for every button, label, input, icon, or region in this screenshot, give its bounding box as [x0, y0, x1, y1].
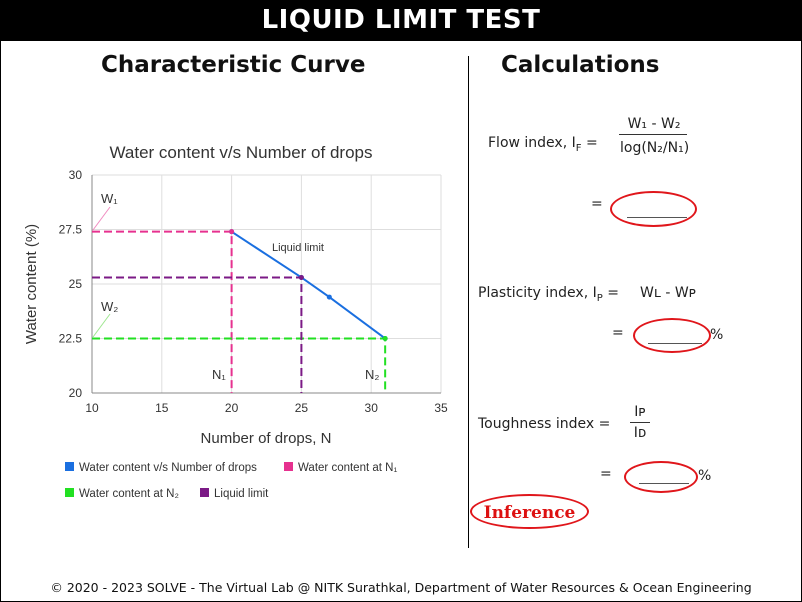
chart-title: Water content v/s Number of drops [109, 143, 373, 162]
characteristic-curve-heading: Characteristic Curve [101, 52, 366, 78]
legend-label: Liquid limit [214, 488, 269, 500]
series-line-3 [92, 277, 301, 393]
w2-label: W₂ [101, 299, 119, 314]
characteristic-curve-chart [0, 130, 466, 520]
toughness-index-fraction-bar [630, 422, 650, 423]
legend-swatch [200, 488, 209, 497]
app-title: LIQUID LIMIT TEST [0, 0, 802, 41]
x-tick-label: 10 [85, 401, 99, 415]
y-axis-title: Water content (%) [23, 223, 40, 345]
x-tick-label: 15 [155, 401, 169, 415]
toughness-index-answer-input[interactable] [624, 461, 698, 493]
chart-legend [65, 462, 397, 500]
y-tick-label: 27.5 [58, 222, 82, 237]
toughness-index-unit: % [698, 468, 712, 484]
y-tick-label: 30 [68, 168, 82, 182]
legend-swatch [284, 462, 293, 471]
panel-divider [468, 56, 469, 548]
toughness-index-numerator: Iᴘ [634, 404, 646, 420]
y-tick-label: 25 [68, 277, 82, 291]
y-tick-label: 22.5 [58, 331, 82, 346]
x-tick-label: 20 [224, 401, 239, 415]
liquid-limit-point [299, 275, 304, 280]
flow-index-numerator: W₁ - W₂ [627, 116, 681, 132]
n2-point [383, 336, 388, 341]
w1-label: W₁ [101, 191, 118, 206]
n1-label: N₁ [212, 367, 226, 382]
n1-point [229, 229, 234, 234]
footer-copyright: © 2020 - 2023 SOLVE - The Virtual Lab @ NITK Surathkal, Department of Water Resources & Ocean Engineering [50, 580, 752, 595]
toughness-index-denominator: Iᴅ [633, 425, 647, 441]
data-point [327, 295, 332, 300]
series-line-2 [92, 339, 385, 394]
w1-leader-line [93, 207, 110, 230]
w2-leader-line [93, 314, 110, 337]
legend-swatch [65, 462, 74, 471]
inference-button[interactable]: Inference [470, 494, 589, 529]
n2-label: N₂ [365, 367, 380, 382]
legend-label: Water content at N₁ [298, 462, 398, 474]
plasticity-index-label: Plasticity index, $I_P$ = [478, 285, 619, 304]
toughness-index-equals: = [600, 466, 612, 482]
x-tick-label: 35 [434, 401, 448, 415]
toughness-index-label: Toughness index = [478, 416, 611, 432]
legend-label: Water content v/s Number of drops [79, 462, 257, 474]
legend-swatch [65, 488, 74, 497]
flow-index-answer-input[interactable] [610, 191, 697, 227]
plasticity-index-equals: = [612, 325, 624, 341]
flow-index-label: Flow index, $I_F$ = [488, 135, 598, 154]
y-tick-label: 20 [68, 386, 82, 400]
plasticity-index-unit: % [710, 327, 724, 343]
legend-label: Water content at N₂ [79, 488, 179, 500]
plasticity-index-formula: Wʟ - Wᴘ [640, 285, 697, 301]
x-axis-title: Number of drops, N [200, 430, 332, 447]
x-tick-label: 30 [364, 401, 378, 415]
flow-index-equals: = [591, 196, 603, 212]
flow-index-fraction-bar [619, 134, 687, 135]
liquid-limit-label: Liquid limit [272, 242, 324, 254]
x-tick-label: 25 [294, 401, 309, 415]
calculations-heading: Calculations [501, 52, 660, 78]
plasticity-index-answer-input[interactable] [633, 318, 711, 353]
flow-index-denominator: log(N₂/N₁) [620, 140, 690, 156]
